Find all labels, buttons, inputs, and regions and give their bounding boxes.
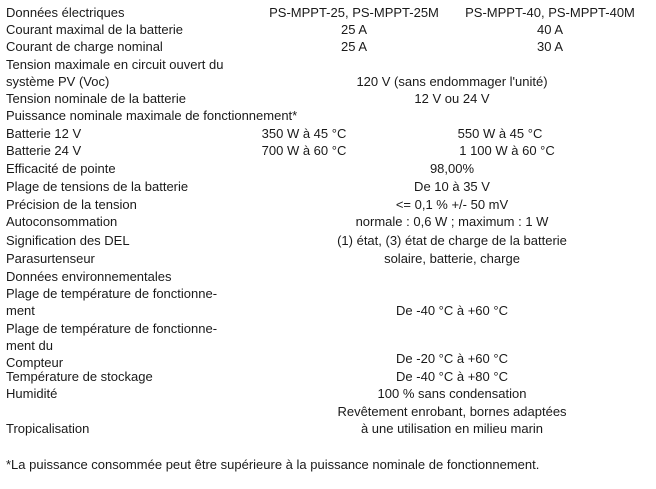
row-label: Batterie 12 V xyxy=(6,126,82,141)
row-label: Précision de la tension xyxy=(6,197,137,212)
table-row xyxy=(0,178,656,195)
row-value-shared: <= 0,1 % +/- 50 mV xyxy=(395,197,509,212)
row-label: Autoconsommation xyxy=(6,214,118,229)
row-label: Efficacité de pointe xyxy=(6,161,116,176)
row-value-40: 30 A xyxy=(536,39,564,54)
row-value-40: 1 100 W à 60 °C xyxy=(459,143,555,158)
row-label: Puissance nominale maximale de fonctionnement* xyxy=(6,108,298,123)
table-row xyxy=(0,142,656,159)
table-row xyxy=(0,368,656,385)
row-label-line: Plage de température de fonctionne- xyxy=(6,321,218,336)
row-value-shared: 100 % sans condensation xyxy=(377,386,527,401)
table-row xyxy=(0,285,656,319)
row-value-line: à une utilisation en milieu marin xyxy=(360,421,544,436)
footnote: *La puissance consommée peut être supérieure à la puissance nominale de fonctionnement. xyxy=(6,457,540,472)
row-value-shared: 98,00% xyxy=(429,161,475,176)
table-row xyxy=(0,160,656,177)
row-label: Parasurtenseur xyxy=(6,251,95,266)
row-value-40: 550 W à 45 °C xyxy=(457,126,543,141)
row-label xyxy=(6,285,242,319)
table-row xyxy=(0,56,656,90)
row-label: Tension nominale de la batterie xyxy=(6,91,186,106)
row-label: Tropicalisation xyxy=(6,421,90,436)
table-row xyxy=(0,196,656,213)
header-label: Données électriques xyxy=(6,5,125,20)
table-row xyxy=(0,403,656,437)
row-value-25: 25 A xyxy=(340,22,368,37)
row-value-40: 40 A xyxy=(536,22,564,37)
row-value-shared: De -40 °C à +80 °C xyxy=(396,369,508,384)
row-label-line: ment du xyxy=(6,338,53,353)
row-label: Données environnementales xyxy=(6,269,172,284)
row-value-shared: De -40 °C à +60 °C xyxy=(396,303,508,318)
row-label: Courant de charge nominal xyxy=(6,39,163,54)
table-row xyxy=(0,232,656,249)
row-label: Température de stockage xyxy=(6,369,153,384)
row-label: Signification des DEL xyxy=(6,233,130,248)
row-label-line: ment xyxy=(6,303,35,318)
table-row xyxy=(0,125,656,142)
row-label-line: Compteur xyxy=(6,355,64,370)
row-label xyxy=(6,320,242,371)
row-label: Plage de tensions de la batterie xyxy=(6,179,189,194)
section-heading xyxy=(0,268,656,285)
row-value-shared: solaire, batterie, charge xyxy=(384,251,520,266)
row-value-shared: normale : 0,6 W ; maximum : 1 W xyxy=(355,214,549,229)
table-row xyxy=(0,90,656,107)
row-label: Batterie 24 V xyxy=(6,143,82,158)
row-value-shared: De 10 à 35 V xyxy=(414,179,490,194)
row-value-shared: 120 V (sans endommager l'unité) xyxy=(356,74,548,89)
row-value-shared: (1) état, (3) état de charge de la batterie xyxy=(337,233,567,248)
row-value-shared: 12 V ou 24 V xyxy=(414,91,490,106)
table-row xyxy=(0,38,656,55)
row-label-line: Tension maximale en circuit ouvert du xyxy=(6,57,224,72)
row-value-shared: De -20 °C à +60 °C xyxy=(396,351,508,366)
row-value-25: 25 A xyxy=(340,39,368,54)
row-value-25: 350 W à 45 °C xyxy=(261,126,347,141)
header-col-40: PS-MPPT-40, PS-MPPT-40M xyxy=(465,5,635,20)
table-row xyxy=(0,250,656,267)
table-header-row xyxy=(0,4,656,21)
section-heading xyxy=(0,107,656,124)
table-row xyxy=(0,320,656,371)
table-row xyxy=(0,213,656,230)
header-col-25: PS-MPPT-25, PS-MPPT-25M xyxy=(269,5,439,20)
row-label-line: système PV (Voc) xyxy=(6,74,110,89)
row-label xyxy=(6,56,242,90)
row-label: Humidité xyxy=(6,386,58,401)
table-row xyxy=(0,21,656,38)
row-label: Courant maximal de la batterie xyxy=(6,22,184,37)
row-value-25: 700 W à 60 °C xyxy=(261,143,347,158)
row-value-line: Revêtement enrobant, bornes adaptées xyxy=(337,404,567,419)
row-label-line: Plage de température de fonctionne- xyxy=(6,286,218,301)
table-row xyxy=(0,385,656,402)
